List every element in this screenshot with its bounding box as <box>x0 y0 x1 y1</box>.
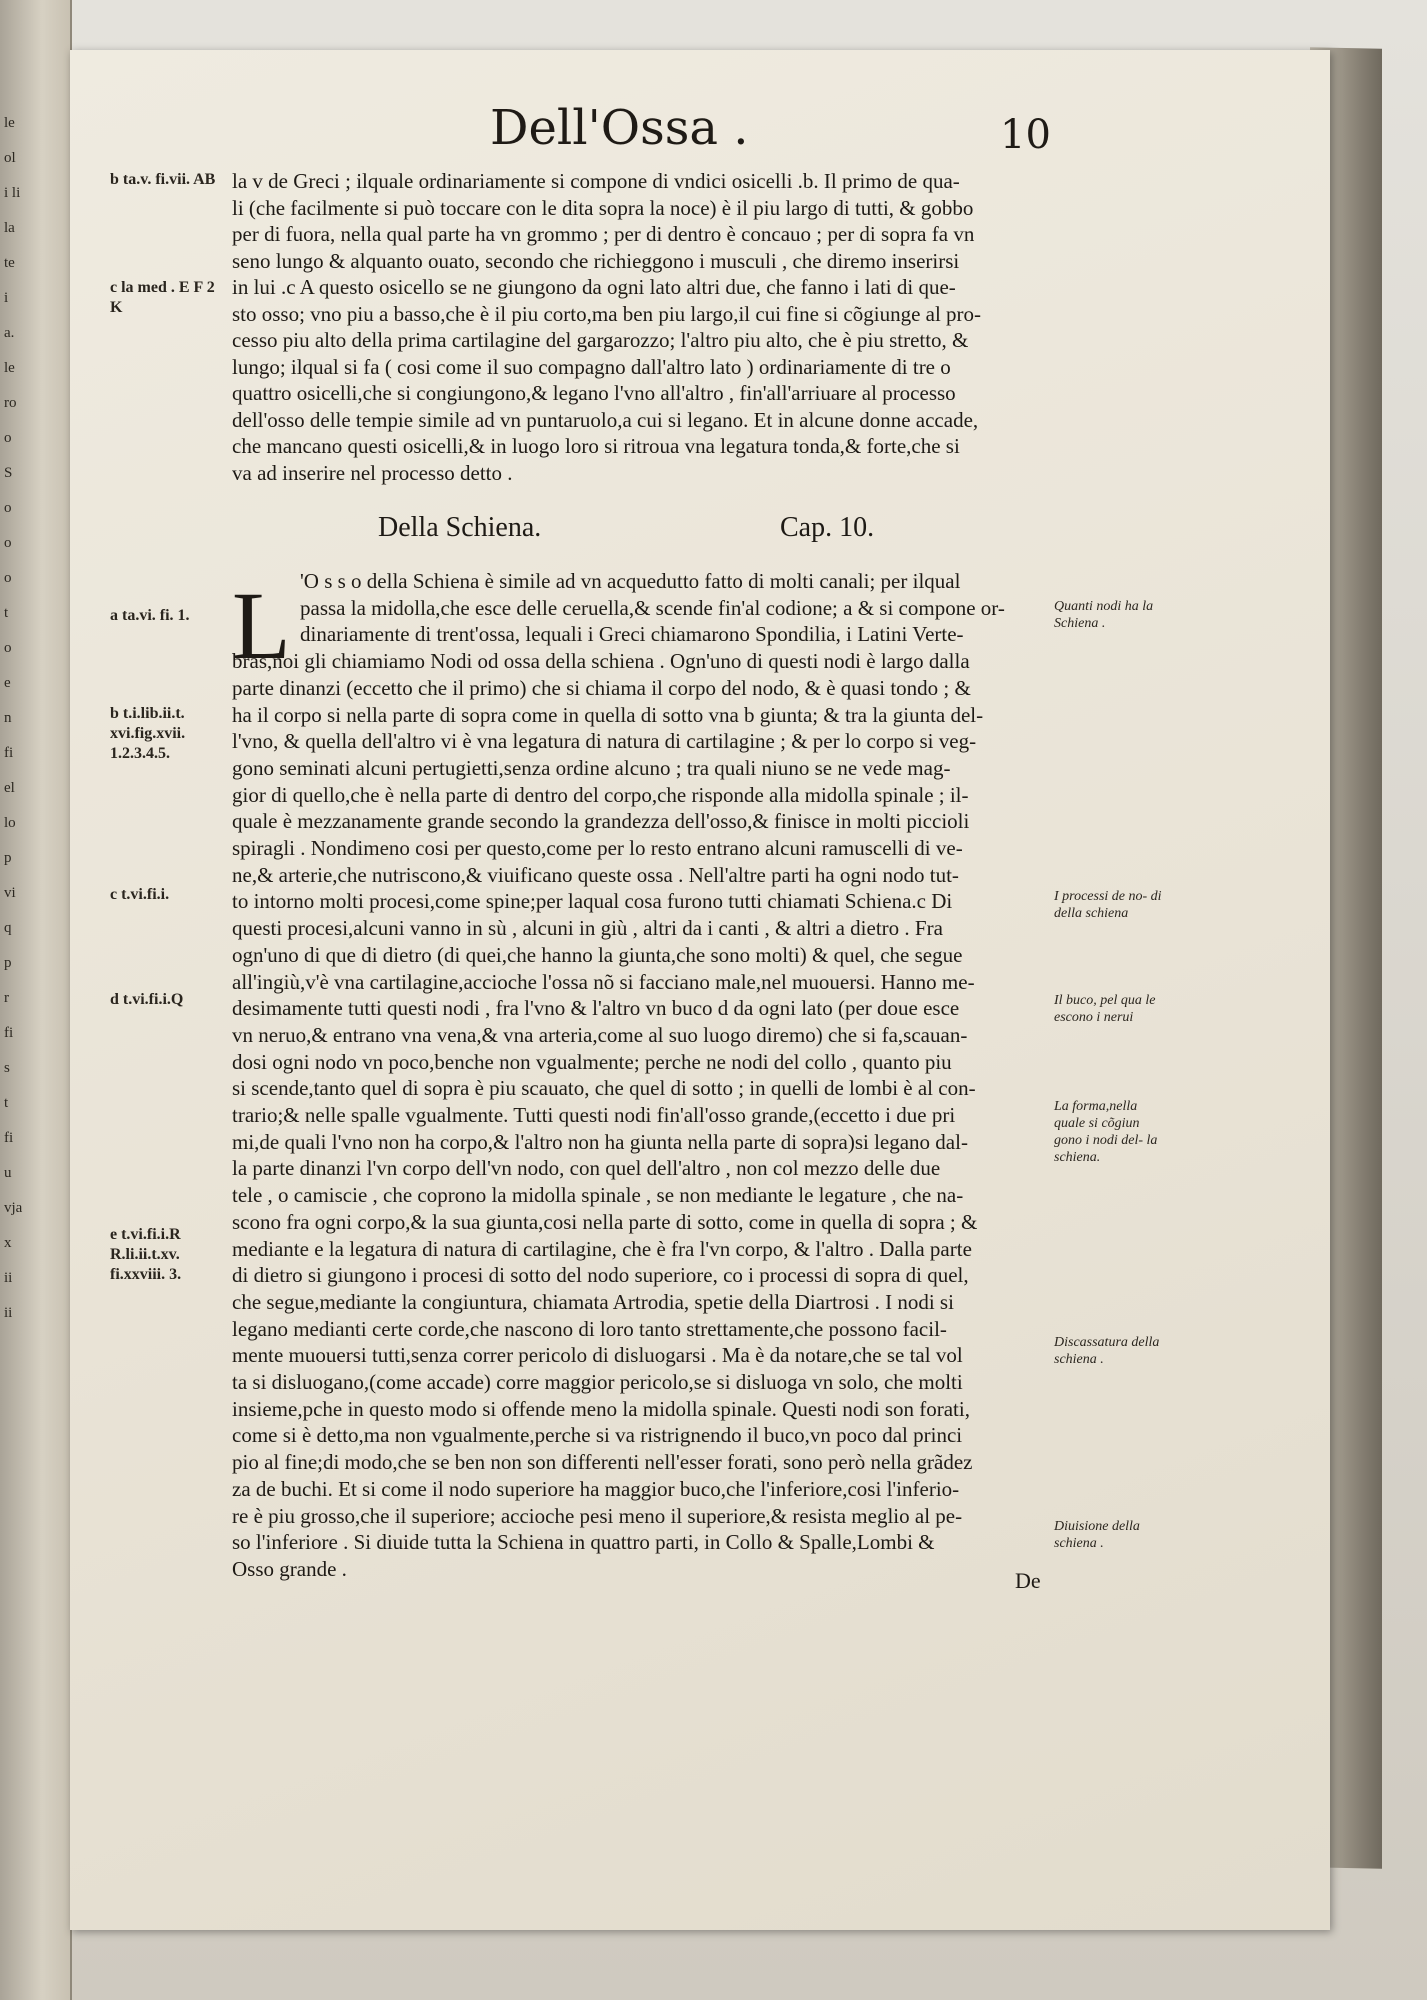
margin-note: I processi de no- di della schiena <box>1054 889 1162 921</box>
left-page-fragment: o <box>4 535 12 551</box>
left-page-fragment: te <box>4 255 15 271</box>
left-page-fragment: el <box>4 780 15 796</box>
text-line: all'ingiù,v'è vna cartilagine,accioche l'ossa nõ si facciano male,nel muouersi. Hanno me- <box>232 969 975 994</box>
text-line: sto osso; vno piu a basso,che è il piu corto,ma ben piu largo,il cui fine si cõgiunge al pro- <box>232 301 982 326</box>
text-line: li (che facilmente si può toccare con le dita sopra la noce) è il piu largo di tutti, & gobbo <box>232 195 974 220</box>
text-line: lungo; ilqual si fa ( cosi come il suo compagno dall'altro lato ) ordinariamente di tre o <box>232 354 951 379</box>
margin-note: Discassatura della schiena . <box>1054 1335 1160 1367</box>
side-reference: a ta.vi. fi. 1. <box>110 607 190 624</box>
running-header: Dell'Ossa . <box>490 100 749 156</box>
left-page-fragment: la <box>4 220 15 236</box>
left-page-fragment: x <box>4 1235 12 1251</box>
side-reference: b t.i.lib.ii.t. xvi.fig.xvii. 1.2.3.4.5. <box>110 705 186 762</box>
left-page-fragment: vja <box>4 1200 23 1216</box>
left-page-fragment: s <box>4 1060 10 1076</box>
left-page-fragment: t <box>4 1095 9 1111</box>
margin-note: Il buco, pel qua le escono i nerui <box>1054 993 1156 1025</box>
text-line: seno lungo & alquanto ouato, secondo che richieggono i musculi , che diremo inserirsi <box>232 248 960 273</box>
text-line: re è piu grosso,che il superiore; accioche pesi meno il superiore,& resista meglio al pe- <box>232 1503 963 1528</box>
chapter-number: Cap. 10. <box>780 512 875 543</box>
left-page-fragment: fi <box>4 1025 14 1041</box>
left-page-fragment: o <box>4 500 12 516</box>
text-line: dell'osso delle tempie simile ad vn puntaruolo,a cui si legano. Et in alcune donne accade, <box>232 407 979 432</box>
text-line: legano medianti certe corde,che nascono di loro tanto strettamente,che possono facil- <box>232 1316 947 1341</box>
left-page-fragment: o <box>4 570 12 586</box>
text-line: mente muouersi tutti,senza correr pericolo di disluogarsi . Ma è da notare,che se tal vol <box>232 1343 963 1368</box>
left-page-fragment: le <box>4 360 15 376</box>
text-line: insieme,pche in questo modo si offende meno la midolla spinale. Questi nodi son forati, <box>232 1396 970 1421</box>
left-page-fragment: o <box>4 640 12 656</box>
text-line: gono seminati alcuni pertugietti,senza ordine alcuno ; tra quali niuno se ne vede mag- <box>232 755 951 780</box>
left-page-fragment: a. <box>4 325 15 341</box>
text-line: l'vno, & quella dell'altro vi è vna legatura di natura di cartilagine ; & per lo corpo si veg- <box>232 729 977 754</box>
side-reference: d t.vi.fi.i.Q <box>110 991 184 1008</box>
margin-note: Diuisione della schiena . <box>1054 1519 1140 1551</box>
left-page-fragment: vi <box>4 885 16 901</box>
margin-note: La forma,nella quale si cõgiun gono i nodi del- la schiena. <box>1054 1099 1158 1165</box>
text-line: che mancano questi osicelli,& in luogo loro si ritroua vna legatura tonda,& forte,che si <box>232 434 960 458</box>
text-line: la parte dinanzi l'vn corpo dell'vn nodo, con quel dell'altro , non col mezzo delle due <box>232 1156 941 1181</box>
text-line: in lui .c A questo osicello se ne giungono da ogni lato altri due, che fanno i lati di que- <box>232 275 956 299</box>
left-page-fragment: u <box>4 1165 12 1181</box>
text-line: mediante e la legatura di natura di cartilagine, che è fra l'vn corpo, & l'altro . Dalla parte <box>232 1236 972 1261</box>
left-page-fragment: q <box>4 920 12 936</box>
text-line: come si è detto,ma non vgualmente,perche si va ristrignendo il buco,vn poco dal princi <box>232 1423 963 1448</box>
left-page-fragment: ii <box>4 1305 13 1321</box>
text-line: pio al fine;di modo,che se ben non son differenti nell'esser forati, sono però nella grãdez <box>232 1450 973 1475</box>
text-line: questi procesi,alcuni vanno in sù , alcuni in giù , altri da i canti , & altri a dietro . Fra <box>232 916 943 941</box>
left-page-fragment: o <box>4 430 12 446</box>
text-line: ogn'uno di que di dietro (di quei,che hanno la giunta,che sono molti) & quel, che segue <box>232 942 963 967</box>
text-line: Osso grande . <box>232 1556 347 1581</box>
catchword: De <box>1015 1568 1041 1593</box>
text-line: bras,noi gli chiamiamo Nodi od ossa della schiena . Ogn'uno di questi nodi è largo dalla <box>232 649 970 674</box>
left-page-fragment: fi <box>4 1130 14 1146</box>
text-line: di dietro si giungono i procesi di sotto del nodo superiore, co i processi di sopra di quel, <box>232 1263 969 1288</box>
text-line: quale è mezzanamente grande secondo la grandezza dell'osso,& finisce in molti piccioli <box>232 809 970 834</box>
left-page-fragment: ro <box>4 395 17 411</box>
left-page-fragment: lo <box>4 815 16 831</box>
text-line: ha il corpo si nella parte di sopra come in quella di sotto vna b giunta; & tra la giunta del- <box>232 702 984 727</box>
drop-cap: L <box>232 572 291 679</box>
text-line: so l'inferiore . Si diuide tutta la Schiena in quattro parti, in Collo & Spalle,Lombi & <box>232 1530 935 1555</box>
text-line: cesso piu alto della prima cartilagine del gargarozzo; l'altro piu alto, che è piu stretto, & <box>232 328 969 352</box>
text-line: mi,de quali l'vno non ha corpo,& l'altro non ha giunta nella parte di sopra)si legano dal- <box>232 1129 968 1154</box>
text-line: gior di quello,che è nella parte di dentro del corpo,che risponde alla midolla spinale ; il- <box>232 782 969 807</box>
text-line: ta si disluogano,(come accade) corre maggior pericolo,se si disluoga vn solo, che molti <box>232 1370 963 1394</box>
text-line: parte dinanzi (eccetto che il primo) che si chiama il corpo del nodo, & è quasi tondo ; & <box>232 675 971 700</box>
left-page-edge <box>0 0 72 2000</box>
left-page-fragment: r <box>4 990 9 1006</box>
text-line: to intorno molti procesi,come spine;per laqual cosa furono tutti chiamati Schiena.c Di <box>232 889 953 914</box>
left-page-fragment: S <box>4 465 13 481</box>
text-line: quattro osicelli,che si congiungono,& legano l'vno all'altro , fin'all'arriuare al processo <box>232 381 956 405</box>
side-reference: c la med . E F 2 K <box>110 279 215 316</box>
text-line: za de buchi. Et si come il nodo superiore ha maggior buco,che l'inferiore,cosi l'inferio- <box>232 1476 960 1501</box>
left-page-fragment: e <box>4 675 11 691</box>
text-line: per di fuora, nella qual parte ha vn grommo ; per di dentro è concauo ; per di sopra fa vn <box>232 222 975 246</box>
left-page-fragment: t <box>4 605 9 621</box>
left-page-fragment: n <box>4 710 12 726</box>
left-page-fragment: p <box>4 850 12 866</box>
left-page-fragment: p <box>4 955 12 971</box>
text-line: spiragli . Nondimeno cosi per questo,come per lo resto entrano alcuni ramuscelli di ve- <box>232 836 963 860</box>
left-page-fragment: i <box>4 290 9 306</box>
text-line: scono fra ogni corpo,& la sua giunta,cosi nella parte di sotto, come in quella di sopra ; & <box>232 1209 978 1234</box>
side-reference: b ta.v. fi.vii. AB <box>110 171 216 188</box>
text-line: dinariamente di trent'ossa, lequali i Greci chiamarono Spondilia, i Latini Verte- <box>300 622 964 647</box>
text-line: vn neruo,& entrano vna vena,& vna arteria,come al suo luogo diremo) che si fa,scauan- <box>232 1022 968 1047</box>
left-page-fragment: ol <box>4 150 16 166</box>
margin-note: Quanti nodi ha la Schiena . <box>1054 599 1154 631</box>
text-line: tele , o camiscie , che coprono la midolla spinale , se non mediante le legature , che na- <box>232 1183 964 1208</box>
text-line: va ad inserire nel processo detto . <box>232 460 513 485</box>
section-title: Della Schiena. <box>378 512 542 543</box>
page-number: 10 <box>1000 112 1051 158</box>
left-page-fragment: fi <box>4 745 14 761</box>
text-line: desimamente tutti questi nodi , fra l'vno & l'altro vn buco d da ogni lato (per doue esce <box>232 996 960 1021</box>
text-line: ne,& arterie,che nutriscono,& viuificano queste ossa . Nell'altre parti ha ogni nodo tut- <box>232 862 959 887</box>
left-page-fragment: ii <box>4 1270 13 1286</box>
text-line: la v de Greci ; ilquale ordinariamente si compone di vndici osicelli .b. Il primo de qua- <box>232 169 960 193</box>
left-page-fragment: le <box>4 115 15 131</box>
left-page-fragment: i li <box>4 185 21 201</box>
text-line: trario;& nelle spalle vgualmente. Tutti questi nodi fin'all'osso grande,(eccetto i due pri <box>232 1103 956 1127</box>
text-line: passa la midolla,che esce delle ceruella,& scende fin'al codione; a & si compone or- <box>300 595 1005 620</box>
text-line: 'O s s o della Schiena è simile ad vn acquedutto fatto di molti canali; per ilqual <box>300 569 961 593</box>
side-reference: e t.vi.fi.i.R R.li.ii.t.xv. fi.xxviii. 3. <box>110 1226 182 1283</box>
text-line: dosi ogni nodo vn poco,benche non vgualmente; perche ne nodi del collo , quanto piu <box>232 1049 952 1074</box>
text-line: si scende,tanto quel di sopra è piu scauato, che quel di sotto ; in quelli de lombi è al con- <box>232 1076 976 1101</box>
text-line: che segue,mediante la congiuntura, chiamata Artrodia, spetie della Diartrosi . I nodi si <box>232 1289 954 1314</box>
side-reference: c t.vi.fi.i. <box>110 886 170 903</box>
